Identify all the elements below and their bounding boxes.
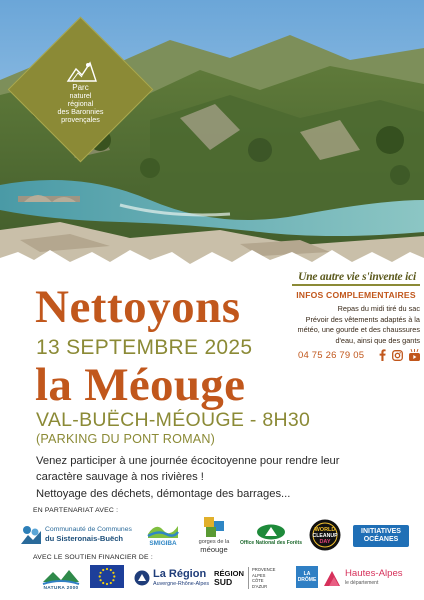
region-subtitle: Auvergne-Rhône-Alpes xyxy=(153,580,210,587)
natura-2000-logo xyxy=(40,566,82,592)
ccsb-line2: du Sisteronais-Buëch xyxy=(45,534,124,543)
info-title: INFOS COMPLEMENTAIRES xyxy=(296,290,416,300)
info-divider xyxy=(292,284,420,286)
region-title: La Région xyxy=(153,567,207,580)
wcd-line1: WORLD xyxy=(314,527,336,533)
hautes-alpes-icon xyxy=(322,568,342,588)
description-line: Nettoyage des déchets, démontage des barrages... xyxy=(36,487,291,500)
natura-icon xyxy=(41,568,81,586)
sud-small1: PROVENCE xyxy=(251,567,276,572)
io-line2: OCÉANES xyxy=(363,536,399,543)
facebook-icon[interactable] xyxy=(379,349,386,361)
sud-small2: ALPES xyxy=(251,572,266,578)
gorges-icon xyxy=(200,515,228,539)
event-date: 13 SEPTEMBRE 2025 xyxy=(36,336,253,359)
ccsb-logo xyxy=(20,522,133,546)
info-text xyxy=(292,304,420,346)
park-slogan: Une autre vie s'invente ici xyxy=(298,271,416,283)
info-line: Repas du midi tiré du sac xyxy=(337,304,420,313)
ha-line1: Hautes-Alpes xyxy=(345,568,403,579)
info-line: d'eau, ainsi que des gants xyxy=(335,335,420,345)
drome-line1: LA xyxy=(303,571,311,577)
onf-icon xyxy=(256,524,286,540)
ccsb-line1: Communauté de Communes xyxy=(45,526,132,533)
park-logo xyxy=(29,38,132,141)
ccsb-icon xyxy=(20,523,42,545)
funders-label: AVEC LE SOUTIEN FINANCIER DE : xyxy=(33,554,153,561)
contact-row xyxy=(298,349,420,361)
smigiba-icon xyxy=(146,520,180,540)
event-location: VAL-BUËCH-MÉOUGE - 8H30 xyxy=(36,409,311,431)
sud-line1: RÉGION xyxy=(214,569,244,578)
region-ara-logo xyxy=(134,566,210,590)
wcd-line2: CLEANUP xyxy=(312,533,338,539)
drome-line2: DRÔME xyxy=(297,577,317,583)
sud-line2: SUD xyxy=(214,577,233,587)
drome-logo xyxy=(296,566,318,588)
world-cleanup-day-logo xyxy=(309,519,341,551)
region-ara-icon xyxy=(134,570,150,586)
phone-number[interactable]: 04 75 26 79 05 xyxy=(298,349,365,361)
youtube-icon[interactable] xyxy=(409,349,420,361)
instagram-icon[interactable] xyxy=(392,350,403,361)
eu-flag-icon xyxy=(90,565,124,588)
onf-label: Office National des Forêts xyxy=(240,540,302,546)
park-logo-line5: provençales xyxy=(61,115,100,124)
event-description xyxy=(36,453,416,502)
gorges-line2: méouge xyxy=(200,544,228,554)
smigiba-logo xyxy=(143,517,183,549)
park-logo-line2: naturel xyxy=(69,91,92,100)
initiatives-oceanes-logo xyxy=(353,525,409,547)
wcd-line3: DAY xyxy=(319,539,331,545)
description-line: Venez participer à une journée écocitoyenne pour rendre leur xyxy=(36,455,340,467)
eu-flag-logo xyxy=(90,565,124,588)
social-links xyxy=(379,349,420,361)
gorges-meouge-logo xyxy=(196,513,232,555)
park-logo-icon xyxy=(64,59,98,83)
park-logo-line1: Parc xyxy=(72,83,89,92)
ha-line2: le département xyxy=(345,580,379,586)
io-line1: INITIATIVES xyxy=(361,528,401,535)
sud-small3: CÔTE D'AZUR xyxy=(251,578,268,589)
gorges-line1: gorges de la xyxy=(198,538,230,545)
region-sud-logo xyxy=(214,567,276,589)
park-logo-line3: régional xyxy=(67,99,94,108)
headline-title: Nettoyons xyxy=(35,281,241,333)
smigiba-label: SMIGIBA xyxy=(149,539,177,547)
onf-logo xyxy=(240,522,302,548)
natura-label: NATURA 2000 xyxy=(43,585,79,591)
headline-subtitle: la Méouge xyxy=(35,359,246,411)
park-logo-line4: des Baronnies xyxy=(57,107,104,116)
info-line: météo, une gourde et des chaussures xyxy=(297,325,420,335)
hautes-alpes-logo xyxy=(322,566,412,590)
info-line: Prévoir des vêtements adaptés à la xyxy=(305,314,420,324)
partners-label: EN PARTENARIAT AVEC : xyxy=(33,507,119,514)
event-meeting-point: (PARKING DU PONT ROMAN) xyxy=(36,432,216,446)
info-box xyxy=(292,284,420,346)
description-line: caractère sauvage à nos rivières ! xyxy=(36,471,204,484)
